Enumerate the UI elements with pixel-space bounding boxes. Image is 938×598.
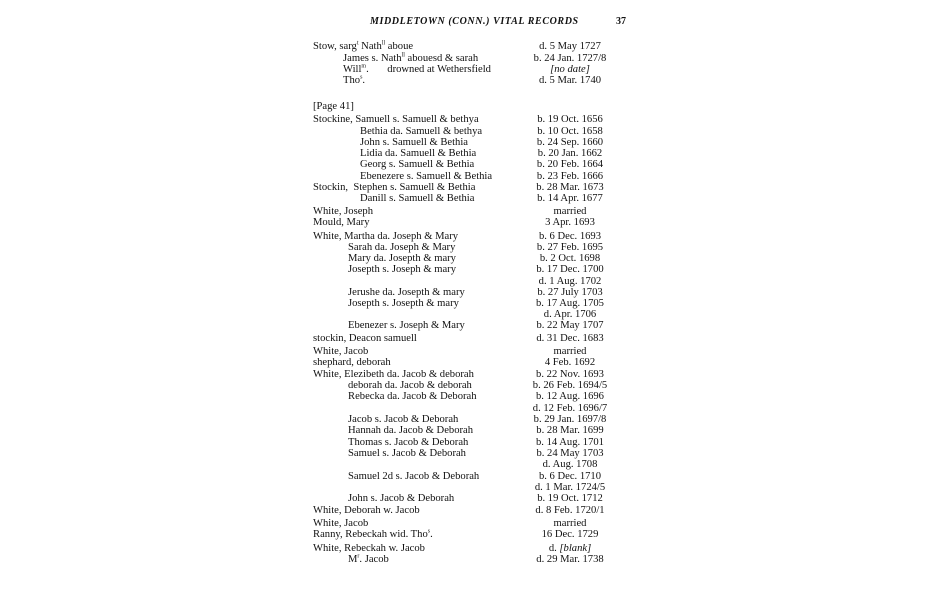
record-date: 16 Dec. 1729 <box>541 529 599 540</box>
record-date: b. 20 Jan. 1662 <box>537 148 603 159</box>
record-row <box>0 75 938 87</box>
record-name: Ranny, Rebeckah wid. Tho$^s$. <box>313 528 433 540</box>
record-name: [Page 41] <box>313 101 354 112</box>
record-name: White, Elezibeth da. Jacob & deborah <box>313 369 474 380</box>
record-date: d. 29 Mar. 1738 <box>536 554 604 565</box>
record-row <box>0 193 938 205</box>
record-name: Josepth s. Josepth & mary <box>348 298 459 309</box>
record-name: Tho$^s$. <box>343 74 366 86</box>
record-date: d. Aug. 1708 <box>542 459 598 470</box>
record-date: b. 26 Feb. 1694/5 <box>532 380 608 391</box>
record-name: Samuel 2d s. Jacob & Deborah <box>348 471 480 482</box>
page-number: 37 <box>616 16 626 27</box>
record-date: 4 Feb. 1692 <box>544 357 596 368</box>
record-date: b. 27 July 1703 <box>537 287 603 298</box>
record-name: Georg s. Samuell & Bethia <box>360 159 475 170</box>
record-date: b. 29 Jan. 1697/8 <box>533 414 607 425</box>
record-name: John s. Samuell & Bethia <box>360 137 468 148</box>
record-name: Ebenezer s. Joseph & Mary <box>348 320 465 331</box>
record-date: b. 14 Aug. 1701 <box>536 437 604 448</box>
record-row <box>0 41 938 53</box>
record-name: Mary da. Josepth & mary <box>348 253 456 264</box>
record-name: James s. Nath$^{ll}$ abouesd & sarah <box>343 52 479 64</box>
record-name: Bethia da. Samuell & bethya <box>360 126 483 137</box>
record-date: d. 5 Mar. 1740 <box>538 75 602 86</box>
record-date: b. 24 Jan. 1727/8 <box>533 53 607 64</box>
record-date: b. 10 Oct. 1658 <box>537 126 603 137</box>
record-row <box>0 459 938 471</box>
record-name: Ebenezere s. Samuell & Bethia <box>360 171 493 182</box>
record-row <box>0 114 938 126</box>
record-name: Stockin, Stephen s. Samuell & Bethia <box>313 182 476 193</box>
record-row <box>0 529 938 541</box>
record-row <box>0 333 938 345</box>
record-date: married <box>553 346 587 357</box>
record-date: b. 23 Feb. 1666 <box>536 171 604 182</box>
record-name: White, Joseph <box>313 206 374 217</box>
record-date: b. 22 Nov. 1693 <box>536 369 604 380</box>
record-name: White, Deborah w. Jacob <box>313 505 420 516</box>
record-date: b. 24 Sep. 1660 <box>536 137 604 148</box>
record-row <box>0 264 938 276</box>
record-row <box>0 217 938 229</box>
record-name: Hannah da. Jacob & Deborah <box>348 425 474 436</box>
record-name: stockin, Deacon samuell <box>313 333 417 344</box>
record-date: b. 28 Mar. 1673 <box>536 182 604 193</box>
record-name: John s. Jacob & Deborah <box>348 493 455 504</box>
record-date: b. 14 Apr. 1677 <box>537 193 603 204</box>
record-name: Samuel s. Jacob & Deborah <box>348 448 466 459</box>
record-date: d. 1 Aug. 1702 <box>538 276 602 287</box>
record-name: Lidia da. Samuell & Bethia <box>360 148 477 159</box>
record-date: d. Apr. 1706 <box>543 309 597 320</box>
record-name: White, Rebeckah w. Jacob <box>313 543 425 554</box>
record-row <box>0 159 938 171</box>
record-date: b. 20 Feb. 1664 <box>536 159 604 170</box>
record-date: married <box>553 206 587 217</box>
record-date: b. 2 Oct. 1698 <box>539 253 601 264</box>
record-date: d. 8 Feb. 1720/1 <box>535 505 605 516</box>
record-name: Danill s. Samuell & Bethia <box>360 193 475 204</box>
record-date: 3 Apr. 1693 <box>545 217 595 228</box>
record-name: Rebecka da. Jacob & Deborah <box>348 391 477 402</box>
record-row <box>0 425 938 437</box>
record-date: married <box>553 518 587 529</box>
record-row <box>0 505 938 517</box>
record-name: White, Jacob <box>313 518 369 529</box>
record-row <box>0 493 938 505</box>
record-date: b. 19 Oct. 1712 <box>537 493 603 504</box>
record-name: Will$^m$. drowned at Wethersfield <box>343 63 491 75</box>
running-header: MIDDLETOWN (CONN.) VITAL RECORDS <box>370 16 579 27</box>
record-name: Stockine, Samuell s. Samuell & bethya <box>313 114 479 125</box>
record-row <box>0 357 938 369</box>
record-name: Jacob s. Jacob & Deborah <box>348 414 459 425</box>
record-date: d. 31 Dec. 1683 <box>536 333 604 344</box>
record-date: d. [blank] <box>548 543 592 554</box>
record-date: [no date] <box>550 64 590 75</box>
record-date: d. 5 May 1727 <box>539 41 601 52</box>
record-row <box>0 101 938 113</box>
record-date: b. 6 Dec. 1693 <box>538 231 602 242</box>
record-name: White, Martha da. Joseph & Mary <box>313 231 459 242</box>
record-date: b. 12 Aug. 1696 <box>536 391 604 402</box>
record-date: d. 12 Feb. 1696/7 <box>532 403 608 414</box>
record-date: b. 24 May 1703 <box>536 448 604 459</box>
record-name: deborah da. Jacob & deborah <box>348 380 472 391</box>
record-date: b. 28 Mar. 1699 <box>536 425 604 436</box>
record-name: White, Jacob <box>313 346 369 357</box>
record-name: shephard, deborah <box>313 357 391 368</box>
record-date: b. 6 Dec. 1710 <box>538 471 602 482</box>
record-name: Mould, Mary <box>313 217 370 228</box>
record-row <box>0 554 938 566</box>
record-date: b. 22 May 1707 <box>536 320 604 331</box>
record-row <box>0 391 938 403</box>
record-date: b. 19 Oct. 1656 <box>537 114 603 125</box>
record-name: Stow, sarg$^t$ Nath$^{ll}$ aboue <box>313 40 414 52</box>
record-row <box>0 320 938 332</box>
record-name: Thomas s. Jacob & Deborah <box>348 437 469 448</box>
record-name: Josepth s. Joseph & mary <box>348 264 456 275</box>
record-date: b. 17 Dec. 1700 <box>536 264 604 275</box>
record-name: Sarah da. Joseph & Mary <box>348 242 456 253</box>
record-date: d. 1 Mar. 1724/5 <box>534 482 606 493</box>
record-name: $M^r$. Jacob <box>348 553 389 565</box>
record-date: b. 27 Feb. 1695 <box>536 242 604 253</box>
record-date: b. 17 Aug. 1705 <box>536 298 604 309</box>
record-name: Jerushe da. Josepth & mary <box>348 287 465 298</box>
